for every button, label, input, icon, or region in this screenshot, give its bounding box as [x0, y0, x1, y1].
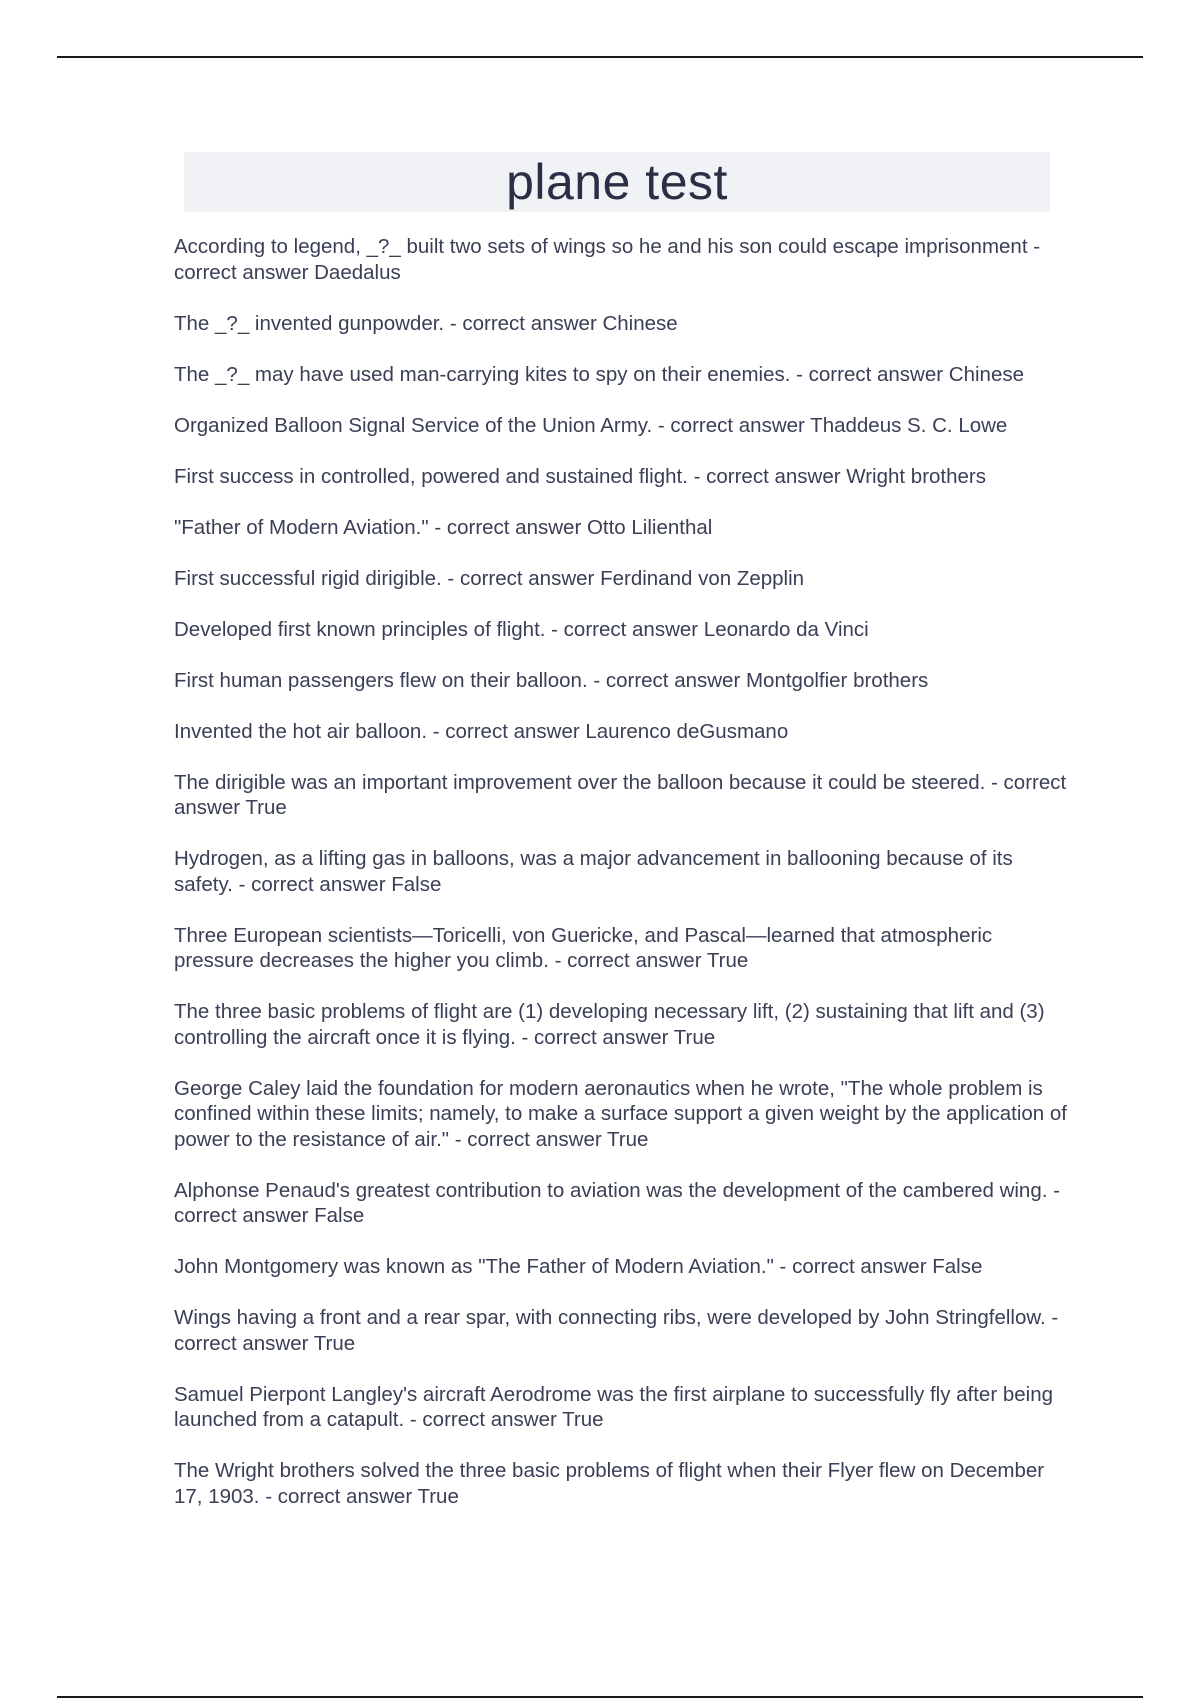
qa-item: The dirigible was an important improvement over the balloon because it could be steered. - correct answer True — [174, 770, 1067, 819]
qa-item: Three European scientists—Toricelli, von Guericke, and Pascal—learned that atmospheric pressure decreases the higher you climb. - correct answer True — [174, 923, 993, 972]
qa-item: First human passengers flew on their balloon. - correct answer Montgolfier brothers — [174, 668, 929, 692]
qa-item: The _?_ invented gunpowder. - correct answer Chinese — [174, 311, 678, 335]
qa-item: George Caley laid the foundation for modern aeronautics when he wrote, "The whole problem is confined within these limits; namely, to make a surface support a given weight by the application of power to the resistance of air." - correct answer True — [174, 1076, 1067, 1151]
qa-item: First success in controlled, powered and sustained flight. - correct answer Wright brothers — [174, 464, 987, 488]
qa-item: Wings having a front and a rear spar, with connecting ribs, were developed by John Stringfellow. - correct answer True — [174, 1306, 1059, 1355]
qa-item: The three basic problems of flight are (1) developing necessary lift, (2) sustaining that lift and (3) controlling the aircraft once it is flying. - correct answer True — [174, 1000, 1045, 1049]
qa-list — [174, 234, 1074, 1535]
qa-item: "Father of Modern Aviation." - correct answer Otto Lilienthal — [174, 515, 713, 539]
qa-item: Invented the hot air balloon. - correct answer Laurenco deGusmano — [174, 719, 789, 743]
qa-item: John Montgomery was known as "The Father of Modern Aviation." - correct answer False — [174, 1255, 983, 1278]
top-rule — [57, 56, 1143, 58]
qa-item: The _?_ may have used man-carrying kites to spy on their enemies. - correct answer Chinese — [174, 362, 1024, 386]
qa-item: First successful rigid dirigible. - correct answer Ferdinand von Zepplin — [174, 566, 805, 590]
document-title: plane test — [506, 154, 728, 210]
qa-item: Developed first known principles of flight. - correct answer Leonardo da Vinci — [174, 617, 869, 641]
qa-item: According to legend, _?_ built two sets of wings so he and his son could escape imprisonment - correct answer Daedalus — [174, 235, 1041, 284]
qa-item: The Wright brothers solved the three basic problems of flight when their Flyer flew on December 17, 1903. - correct answer True — [174, 1459, 1045, 1508]
title-band — [184, 152, 1050, 212]
qa-item: Samuel Pierpont Langley's aircraft Aerodrome was the first airplane to successfully fly after being launched from a catapult. - correct answer True — [174, 1382, 1054, 1431]
bottom-rule — [57, 1696, 1143, 1698]
qa-item: Hydrogen, as a lifting gas in balloons, was a major advancement in ballooning because of its safety. - correct answer False — [174, 847, 1013, 896]
qa-item: Organized Balloon Signal Service of the Union Army. - correct answer Thaddeus S. C. Lowe — [174, 413, 1008, 437]
qa-item: Alphonse Penaud's greatest contribution to aviation was the development of the cambered wing. - correct answer False — [174, 1178, 1060, 1227]
